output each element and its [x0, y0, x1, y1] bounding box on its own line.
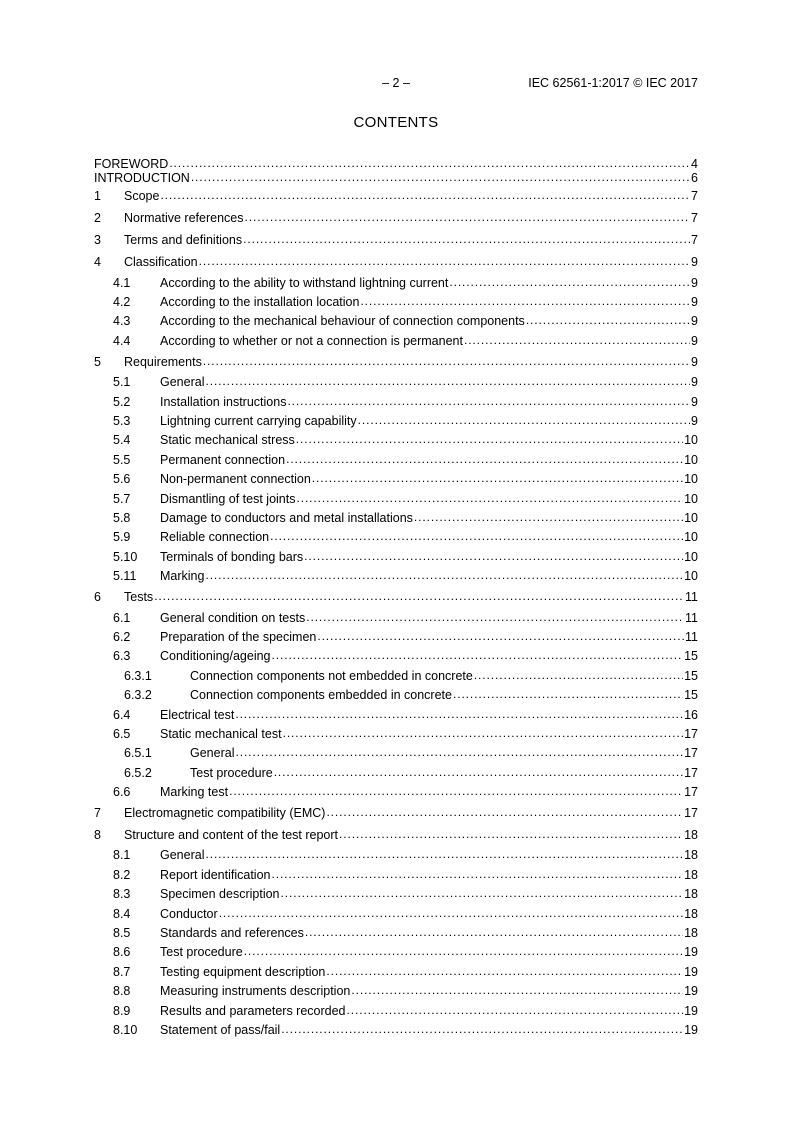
- toc-entry[interactable]: [94, 431, 698, 450]
- toc-entry-page: 19: [684, 945, 698, 960]
- toc-entry[interactable]: [94, 666, 698, 685]
- dot-leader: [281, 887, 684, 901]
- dot-leader: [191, 171, 690, 185]
- toc-entry-page: 10: [684, 569, 698, 584]
- toc-entry-title: Dismantling of test joints: [160, 491, 296, 506]
- dot-leader: [203, 355, 690, 369]
- toc-entry-number: 2: [94, 211, 101, 225]
- page-number: – 2 –: [382, 76, 410, 90]
- toc-entry-title: Damage to conductors and metal installations: [160, 510, 413, 525]
- toc-entry-title: According to the mechanical behaviour of connection components: [160, 314, 525, 329]
- toc-entry-title: According to the installation location: [160, 295, 360, 310]
- toc-entry[interactable]: [94, 292, 698, 311]
- toc-entry-page: 9: [691, 375, 698, 390]
- toc-entry-page: 9: [691, 333, 698, 348]
- toc-entry-number: 5.6: [113, 472, 131, 487]
- toc-entry-title: Report identification: [160, 867, 271, 882]
- toc-entry-number: 4.3: [113, 314, 131, 329]
- dot-leader: [154, 590, 684, 604]
- toc-entry-number: 5.9: [113, 530, 131, 545]
- toc-entry[interactable]: [94, 392, 698, 411]
- toc-entry-number: 6.3: [113, 649, 131, 664]
- toc-entry-number: 6.5.2: [124, 765, 152, 780]
- toc-entry-page: 17: [684, 746, 698, 761]
- toc-entry-page: 17: [684, 726, 698, 741]
- toc-entry-page: 11: [685, 610, 698, 625]
- dot-leader: [449, 276, 690, 290]
- dot-leader: [358, 414, 690, 428]
- toc-entry[interactable]: [94, 351, 698, 373]
- toc-entry-number: 6.4: [113, 707, 131, 722]
- toc-entry-title: General: [160, 375, 205, 390]
- dot-leader: [219, 907, 683, 921]
- toc-entry-title: Test procedure: [190, 765, 273, 780]
- toc-entry-title: Marking test: [160, 785, 229, 800]
- dot-leader: [169, 157, 690, 171]
- toc-entry[interactable]: [94, 251, 698, 273]
- toc-entry-number: 8.1: [113, 848, 131, 863]
- toc-entry-title: Normative references: [124, 211, 244, 225]
- toc-entry[interactable]: [94, 229, 698, 251]
- dot-leader: [286, 453, 683, 467]
- toc-entry-number: 7: [94, 805, 101, 820]
- toc-entry-number: 6.1: [113, 610, 131, 625]
- toc-entry[interactable]: [94, 782, 698, 801]
- toc-entry-page: 18: [684, 848, 698, 863]
- toc-entry-number: 6.5.1: [124, 746, 152, 761]
- toc-entry-title: Conductor: [160, 906, 218, 921]
- toc-entry-page: 9: [691, 314, 698, 329]
- toc-entry-title: Electromagnetic compatibility (EMC): [124, 805, 326, 820]
- toc-entry-page: 18: [684, 906, 698, 921]
- toc-entry[interactable]: [94, 802, 698, 824]
- toc-entry-title: Tests: [124, 589, 154, 604]
- toc-entry-page: 15: [684, 649, 698, 664]
- toc-entry-title: Specimen description: [160, 887, 280, 902]
- toc-entry[interactable]: [94, 962, 698, 981]
- toc-entry-number: 6.3.2: [124, 688, 152, 703]
- toc-entry-title: Permanent connection: [160, 452, 286, 467]
- toc-entry-title: Test procedure: [160, 945, 243, 960]
- toc-entry-page: 18: [684, 867, 698, 882]
- toc-entry-page: 7: [691, 189, 698, 203]
- toc-entry[interactable]: [94, 1001, 698, 1020]
- toc-entry-number: 6.2: [113, 629, 131, 644]
- toc-entry[interactable]: [94, 450, 698, 469]
- toc-entry[interactable]: [94, 685, 698, 704]
- toc-entry-page: 9: [691, 295, 698, 310]
- table-of-contents: [94, 157, 698, 1040]
- toc-entry[interactable]: [94, 273, 698, 292]
- toc-entry[interactable]: [94, 373, 698, 392]
- toc-entry[interactable]: [94, 627, 698, 646]
- toc-entry-page: 10: [684, 491, 698, 506]
- dot-leader: [283, 727, 684, 741]
- toc-entry[interactable]: [94, 185, 698, 207]
- toc-entry-number: 5.3: [113, 414, 131, 429]
- toc-entry-number: 8.2: [113, 867, 131, 882]
- toc-entry-number: 5.11: [113, 569, 137, 584]
- toc-entry[interactable]: [94, 586, 698, 608]
- toc-entry[interactable]: [94, 489, 698, 508]
- toc-entry-number: 8: [94, 827, 101, 842]
- toc-entry-title: Reliable connection: [160, 530, 270, 545]
- dot-leader: [160, 189, 690, 203]
- toc-entry-number: 8.6: [113, 945, 131, 960]
- dot-leader: [296, 433, 683, 447]
- dot-leader: [360, 295, 690, 309]
- toc-entry-page: 10: [684, 510, 698, 525]
- toc-entry-page: 19: [684, 964, 698, 979]
- toc-entry-number: 6.6: [113, 785, 131, 800]
- toc-entry-title: Connection components embedded in concrete: [190, 688, 452, 703]
- dot-leader: [414, 511, 683, 525]
- toc-entry[interactable]: [94, 1020, 698, 1039]
- dot-leader: [347, 1004, 684, 1018]
- toc-entry-title: Structure and content of the test report: [124, 827, 339, 842]
- toc-entry-number: 4.4: [113, 333, 131, 348]
- toc-entry-number: 5.2: [113, 394, 131, 409]
- dot-leader: [274, 766, 683, 780]
- dot-leader: [312, 472, 683, 486]
- dot-leader: [474, 669, 683, 683]
- toc-entry-page: 7: [691, 211, 698, 225]
- toc-entry-title: FOREWORD: [94, 157, 169, 171]
- toc-entry-title: Lightning current carrying capability: [160, 414, 357, 429]
- toc-entry-page: 9: [691, 354, 698, 369]
- toc-entry-title: Terms and definitions: [124, 233, 243, 247]
- dot-leader: [317, 630, 684, 644]
- toc-entry-page: 17: [684, 765, 698, 780]
- dot-leader: [243, 233, 690, 247]
- dot-leader: [270, 530, 683, 544]
- toc-entry-number: 8.3: [113, 887, 131, 902]
- toc-entry-number: 3: [94, 233, 101, 247]
- dot-leader: [305, 926, 683, 940]
- toc-entry-number: 1: [94, 189, 101, 203]
- dot-leader: [306, 611, 684, 625]
- toc-entry-page: 10: [684, 472, 698, 487]
- toc-entry[interactable]: [94, 207, 698, 229]
- toc-entry[interactable]: [94, 508, 698, 527]
- toc-entry-number: 5.4: [113, 433, 131, 448]
- toc-entry-number: 8.8: [113, 984, 131, 999]
- dot-leader: [235, 746, 683, 760]
- toc-entry-title: General: [160, 848, 205, 863]
- dot-leader: [281, 1023, 683, 1037]
- toc-entry-number: 8.4: [113, 906, 131, 921]
- dot-leader: [272, 649, 684, 663]
- dot-leader: [245, 211, 691, 225]
- toc-entry[interactable]: [94, 171, 698, 185]
- toc-entry-title: Standards and references: [160, 926, 304, 941]
- toc-entry-number: 5.1: [113, 375, 131, 390]
- toc-entry-page: 18: [684, 887, 698, 902]
- toc-entry[interactable]: [94, 470, 698, 489]
- toc-entry-title: Connection components not embedded in concrete: [190, 668, 473, 683]
- toc-entry[interactable]: [94, 865, 698, 884]
- toc-entry-title: Statement of pass/fail: [160, 1022, 281, 1037]
- toc-entry-page: 9: [691, 414, 698, 429]
- toc-entry-title: Static mechanical test: [160, 726, 282, 741]
- toc-entry-title: Requirements: [124, 354, 202, 369]
- toc-entry-title: Marking: [160, 569, 205, 584]
- toc-entry-page: 15: [684, 688, 698, 703]
- toc-entry-title: Conditioning/ageing: [160, 649, 271, 664]
- toc-entry-number: 6.5: [113, 726, 131, 741]
- dot-leader: [453, 688, 683, 702]
- toc-entry-number: 6: [94, 589, 101, 604]
- toc-entry-page: 10: [684, 549, 698, 564]
- toc-entry-title: Measuring instruments description: [160, 984, 351, 999]
- toc-entry-number: 8.10: [113, 1022, 138, 1037]
- toc-entry[interactable]: [94, 566, 698, 585]
- dot-leader: [464, 334, 690, 348]
- toc-entry-number: 8.7: [113, 964, 131, 979]
- toc-entry-page: 10: [684, 452, 698, 467]
- toc-entry-number: 8.9: [113, 1003, 131, 1018]
- dot-leader: [287, 395, 690, 409]
- toc-entry-number: 5.7: [113, 491, 131, 506]
- toc-entry[interactable]: [94, 312, 698, 331]
- dot-leader: [205, 848, 683, 862]
- dot-leader: [271, 868, 683, 882]
- toc-entry-page: 18: [684, 926, 698, 941]
- toc-entry-title: Electrical test: [160, 707, 235, 722]
- toc-entry-page: 19: [684, 1022, 698, 1037]
- toc-entry[interactable]: [94, 982, 698, 1001]
- dot-leader: [229, 785, 683, 799]
- toc-entry[interactable]: [94, 528, 698, 547]
- toc-entry[interactable]: [94, 904, 698, 923]
- toc-entry-title: Non-permanent connection: [160, 472, 311, 487]
- toc-entry[interactable]: [94, 411, 698, 430]
- page-header: [94, 76, 698, 92]
- toc-entry-title: Scope: [124, 189, 160, 203]
- toc-entry-title: Testing equipment description: [160, 964, 326, 979]
- toc-entry[interactable]: [94, 331, 698, 350]
- dot-leader: [326, 806, 683, 820]
- dot-leader: [326, 965, 683, 979]
- toc-entry-number: 4.1: [113, 275, 131, 290]
- toc-entry-title: Static mechanical stress: [160, 433, 295, 448]
- dot-leader: [296, 492, 683, 506]
- toc-entry-page: 11: [685, 629, 698, 644]
- toc-entry-page: 10: [684, 530, 698, 545]
- dot-leader: [339, 828, 683, 842]
- toc-entry-page: 9: [691, 275, 698, 290]
- toc-entry[interactable]: [94, 824, 698, 846]
- toc-entry-title: Preparation of the specimen: [160, 629, 317, 644]
- dot-leader: [304, 550, 683, 564]
- toc-entry-title: According to whether or not a connection is permanent: [160, 333, 463, 348]
- toc-entry-title: INTRODUCTION: [94, 171, 190, 185]
- toc-entry-page: 11: [685, 589, 698, 604]
- toc-entry-page: 16: [684, 707, 698, 722]
- page-title: CONTENTS: [353, 114, 439, 131]
- toc-entry[interactable]: [94, 763, 698, 782]
- toc-entry-page: 9: [691, 255, 698, 269]
- toc-entry-page: 15: [684, 668, 698, 683]
- toc-entry[interactable]: [94, 705, 698, 724]
- toc-entry-number: 8.5: [113, 926, 131, 941]
- toc-entry-page: 10: [684, 433, 698, 448]
- toc-entry-page: 4: [691, 157, 698, 171]
- toc-entry-title: General condition on tests: [160, 610, 306, 625]
- toc-entry-title: Installation instructions: [160, 394, 287, 409]
- dot-leader: [351, 984, 683, 998]
- toc-entry-page: 17: [684, 785, 698, 800]
- toc-entry-number: 5.5: [113, 452, 131, 467]
- toc-entry-number: 5.10: [113, 549, 138, 564]
- dot-leader: [244, 945, 683, 959]
- toc-entry-page: 6: [691, 171, 698, 185]
- toc-entry-number: 6.3.1: [124, 668, 152, 683]
- document-reference: IEC 62561-1:2017 © IEC 2017: [528, 76, 698, 90]
- toc-entry-number: 5.8: [113, 510, 131, 525]
- toc-entry[interactable]: [94, 943, 698, 962]
- toc-entry-title: Classification: [124, 255, 198, 269]
- dot-leader: [205, 375, 690, 389]
- toc-entry-page: 7: [691, 233, 698, 247]
- toc-entry-title: Results and parameters recorded: [160, 1003, 346, 1018]
- toc-entry[interactable]: [94, 724, 698, 743]
- toc-entry[interactable]: [94, 744, 698, 763]
- toc-entry[interactable]: [94, 846, 698, 865]
- toc-entry-title: Terminals of bonding bars: [160, 549, 304, 564]
- toc-entry-number: 5: [94, 354, 101, 369]
- toc-entry-number: 4: [94, 255, 101, 269]
- toc-entry-page: 19: [684, 1003, 698, 1018]
- toc-entry[interactable]: [94, 157, 698, 171]
- toc-entry-title: General: [190, 746, 235, 761]
- toc-entry-page: 9: [691, 394, 698, 409]
- toc-entry-page: 17: [684, 805, 698, 820]
- toc-entry[interactable]: [94, 923, 698, 942]
- dot-leader: [526, 314, 690, 328]
- toc-entry[interactable]: [94, 885, 698, 904]
- dot-leader: [199, 255, 690, 269]
- toc-entry-page: 19: [684, 984, 698, 999]
- toc-entry[interactable]: [94, 547, 698, 566]
- toc-entry-number: 4.2: [113, 295, 131, 310]
- toc-entry-page: 18: [684, 827, 698, 842]
- dot-leader: [235, 708, 683, 722]
- dot-leader: [205, 569, 683, 583]
- toc-entry[interactable]: [94, 608, 698, 627]
- toc-entry[interactable]: [94, 647, 698, 666]
- toc-entry-title: According to the ability to withstand lightning current: [160, 275, 449, 290]
